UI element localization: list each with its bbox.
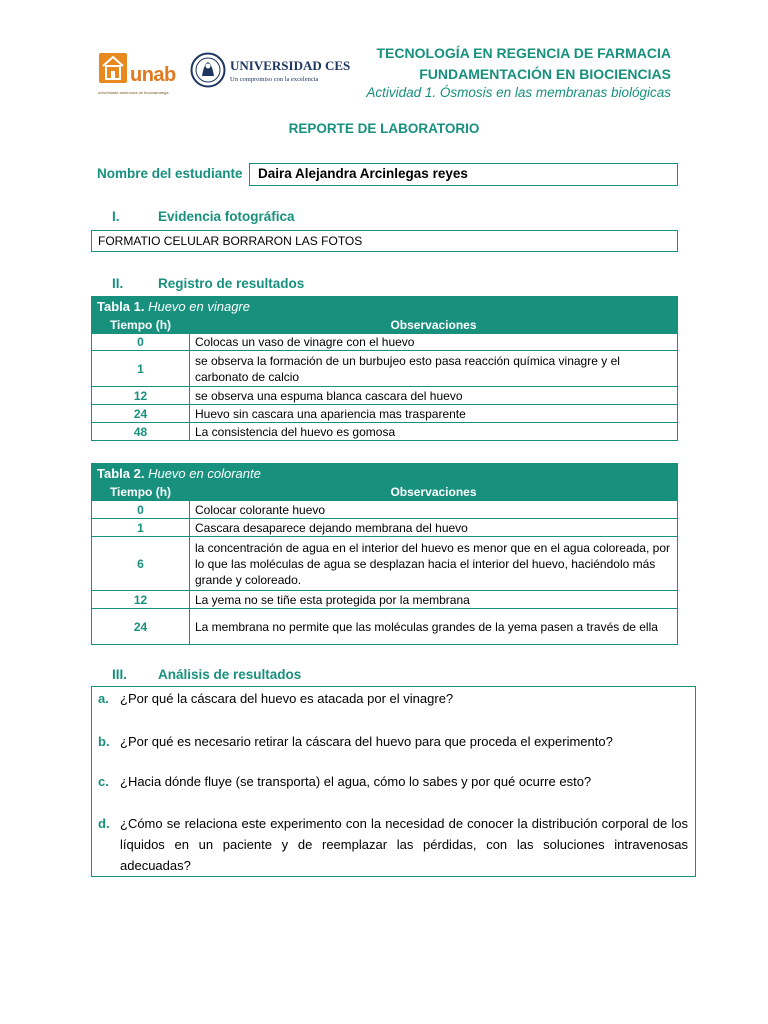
table-2-name: Huevo en colorante xyxy=(148,465,261,481)
ces-seal-icon xyxy=(190,52,226,88)
time-cell: 24 xyxy=(92,405,190,423)
time-cell: 24 xyxy=(92,609,190,645)
question-b xyxy=(98,731,688,752)
question-d xyxy=(98,813,688,876)
observation-cell[interactable]: La membrana no permite que las moléculas grandes de la yema pasen a través de ella xyxy=(190,609,678,645)
col-observations-header: Observaciones xyxy=(190,317,678,334)
unab-logo xyxy=(96,50,186,98)
question-letter: c. xyxy=(98,774,109,789)
analysis-box xyxy=(91,686,696,877)
col-observations-header: Observaciones xyxy=(190,484,678,501)
logos xyxy=(96,50,351,100)
table-caption xyxy=(92,297,678,317)
question-text: ¿Cómo se relaciona este experimento con la necesidad de conocer la distribución corporal de los líquidos en un paciente y de reemplazar las pérdidas, con las soluciones intravenosas adecuadas? xyxy=(120,816,688,873)
table-header xyxy=(92,484,678,501)
observation-cell[interactable]: La consistencia del huevo es gomosa xyxy=(190,423,678,441)
table-caption xyxy=(92,464,678,484)
question-letter: b. xyxy=(98,734,110,749)
question-letter: a. xyxy=(98,691,109,706)
course-title: FUNDAMENTACIÓN EN BIOCIENCIAS xyxy=(419,66,671,82)
col-time-header: Tiempo (h) xyxy=(92,317,190,334)
time-cell: 0 xyxy=(92,501,190,519)
question-letter: d. xyxy=(98,816,110,831)
unab-subtitle: universidad autónoma de bucaramanga xyxy=(98,90,169,95)
question-text: ¿Por qué la cáscara del huevo es atacada por el vinagre? xyxy=(120,691,454,706)
ces-logo xyxy=(188,50,351,98)
observation-cell[interactable]: se observa la formación de un burbujeo esto pasa reacción química vinagre y el carbonato de calcio xyxy=(190,351,678,387)
question-a xyxy=(98,688,688,709)
table-row xyxy=(92,519,678,537)
table-vinegar xyxy=(91,296,678,441)
activity-title: Actividad 1. Ósmosis en las membranas biológicas xyxy=(366,85,671,100)
time-cell: 12 xyxy=(92,387,190,405)
table-row xyxy=(92,423,678,441)
observation-cell[interactable]: Huevo sin cascara una apariencia mas trasparente xyxy=(190,405,678,423)
student-name-label: Nombre del estudiante xyxy=(97,166,243,181)
observation-cell[interactable]: Colocas un vaso de vinagre con el huevo xyxy=(190,334,678,351)
observation-cell[interactable]: la concentración de agua en el interior del huevo es menor que en el agua coloreada, por lo que las moléculas de agua se desplazan hacia el interior del huevo, haciéndolo más grande y coloreado. xyxy=(190,537,678,591)
section-3-number: III. xyxy=(112,667,128,682)
table-row xyxy=(92,405,678,423)
table-row xyxy=(92,537,678,591)
time-cell: 6 xyxy=(92,537,190,591)
question-text: ¿Por qué es necesario retirar la cáscara del huevo para que proceda el experimento? xyxy=(120,734,613,749)
table-row xyxy=(92,387,678,405)
col-time-header: Tiempo (h) xyxy=(92,484,190,501)
section-1-title: Evidencia fotográfica xyxy=(158,209,295,224)
time-cell: 1 xyxy=(92,519,190,537)
student-name-field[interactable]: Daira Alejandra Arcinlegas reyes xyxy=(249,163,678,186)
table-2-number: Tabla 2. xyxy=(97,465,145,481)
time-cell: 48 xyxy=(92,423,190,441)
table-row xyxy=(92,351,678,387)
section-3-title: Análisis de resultados xyxy=(158,667,302,682)
program-title: TECNOLOGÍA EN REGENCIA DE FARMACIA xyxy=(376,45,671,61)
question-text: ¿Hacia dónde fluye (se transporta) el agua, cómo lo sabes y por qué ocurre esto? xyxy=(120,774,592,789)
question-c xyxy=(98,771,688,792)
time-cell: 0 xyxy=(92,334,190,351)
table-row xyxy=(92,334,678,351)
observation-cell[interactable]: Cascara desaparece dejando membrana del huevo xyxy=(190,519,678,537)
table-row xyxy=(92,591,678,609)
observation-cell[interactable]: se observa una espuma blanca cascara del huevo xyxy=(190,387,678,405)
ces-slogan: Un compromiso con la excelencia xyxy=(230,76,319,83)
time-cell: 1 xyxy=(92,351,190,387)
table-row xyxy=(92,501,678,519)
ces-name: UNIVERSIDAD CES xyxy=(230,58,351,73)
observation-cell[interactable]: Colocar colorante huevo xyxy=(190,501,678,519)
table-1-name: Huevo en vinagre xyxy=(148,298,250,314)
section-2-title: Registro de resultados xyxy=(158,276,305,291)
unab-house-icon xyxy=(98,52,128,84)
table-row xyxy=(92,609,678,645)
report-title: REPORTE DE LABORATORIO xyxy=(288,121,480,136)
section-1-number: I. xyxy=(112,209,120,224)
unab-wordmark: unab xyxy=(130,64,176,86)
table-header xyxy=(92,317,678,334)
photo-evidence-field[interactable]: FORMATIO CELULAR BORRARON LAS FOTOS xyxy=(91,230,678,252)
time-cell: 12 xyxy=(92,591,190,609)
observation-cell[interactable]: La yema no se tiñe esta protegida por la membrana xyxy=(190,591,678,609)
table-1-number: Tabla 1. xyxy=(97,298,145,314)
table-dye xyxy=(91,463,678,645)
section-2-number: II. xyxy=(112,276,124,291)
